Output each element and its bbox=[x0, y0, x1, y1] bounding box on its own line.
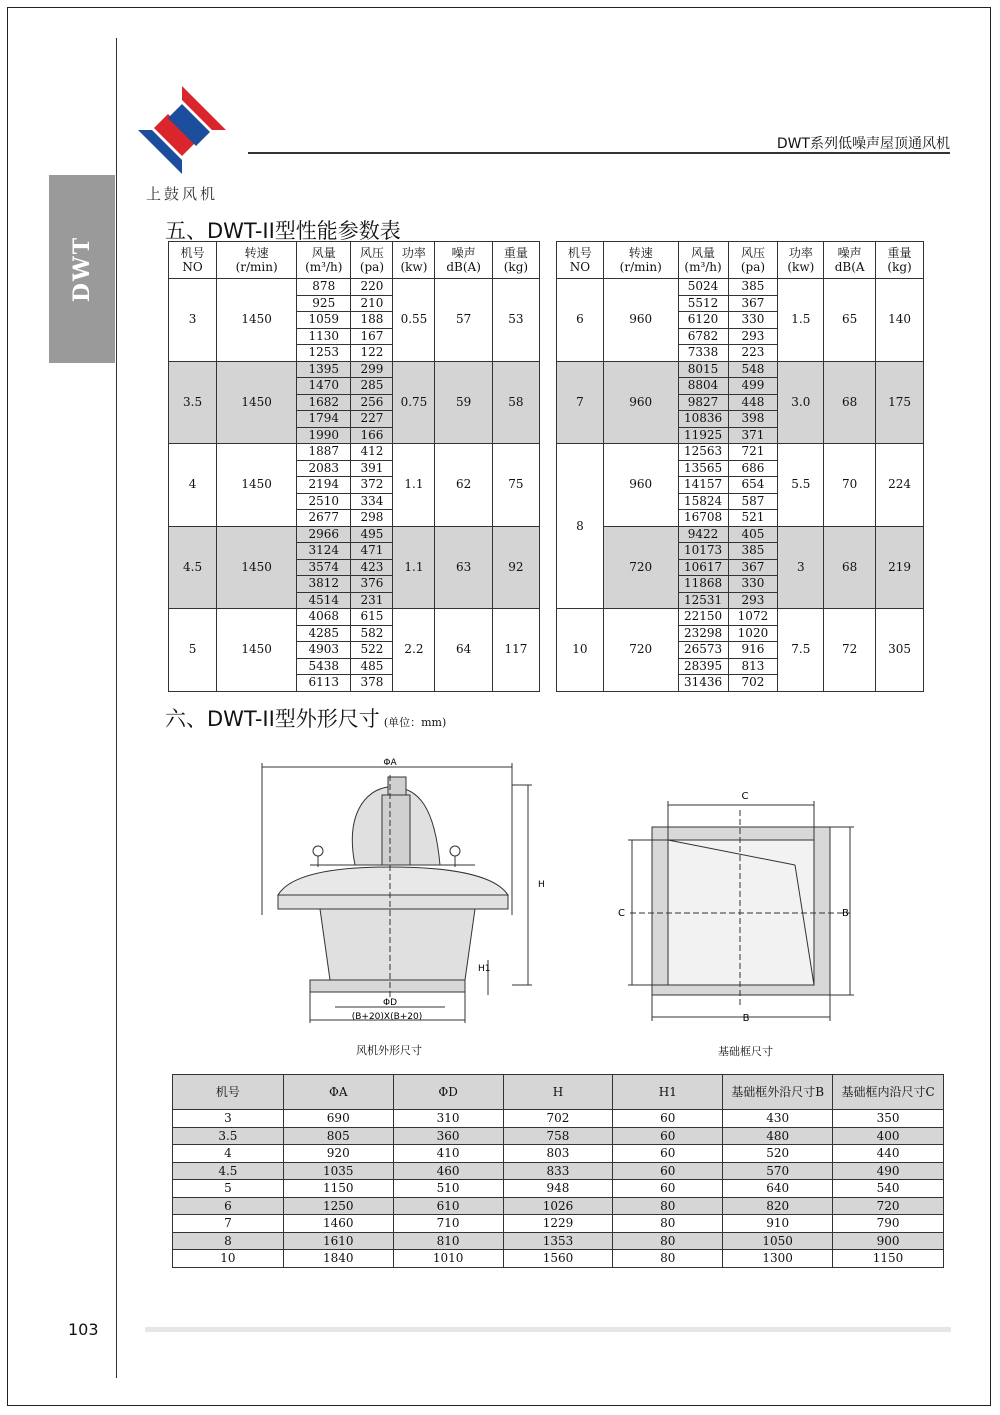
dim-cell: 410 bbox=[393, 1145, 503, 1163]
perf-cell: 371 bbox=[728, 427, 778, 444]
section5-title: 五、DWT-II型性能参数表 bbox=[165, 219, 401, 243]
dim-cell: 6 bbox=[173, 1197, 284, 1215]
col-press: 风压 (pa) bbox=[351, 242, 393, 279]
perf-cell: 11868 bbox=[678, 576, 728, 593]
col-noise: 噪声 dB(A bbox=[824, 242, 876, 279]
perf-cell: 7338 bbox=[678, 345, 728, 362]
dim-cell: 690 bbox=[283, 1110, 393, 1128]
perf-cell: 448 bbox=[728, 394, 778, 411]
perf-cell: 1450 bbox=[217, 526, 297, 609]
perf-cell: 256 bbox=[351, 394, 393, 411]
perf-cell: 5 bbox=[169, 609, 217, 692]
perf-cell: 6 bbox=[557, 279, 604, 362]
perf-cell: 1395 bbox=[297, 361, 351, 378]
company-logo bbox=[134, 82, 230, 178]
dim-cell: 10 bbox=[173, 1250, 284, 1268]
perf-cell: 3574 bbox=[297, 559, 351, 576]
dim-cell: 3.5 bbox=[173, 1127, 284, 1145]
dim-header: H1 bbox=[613, 1075, 723, 1110]
perf-cell: 6113 bbox=[297, 675, 351, 692]
dim-cell: 60 bbox=[613, 1180, 723, 1198]
perf-cell: 231 bbox=[351, 592, 393, 609]
dim-cell: 803 bbox=[503, 1145, 613, 1163]
dim-row bbox=[173, 1250, 944, 1268]
label-D: ΦD bbox=[382, 998, 398, 1008]
dim-row bbox=[173, 1162, 944, 1180]
label-A: ΦA bbox=[383, 758, 397, 768]
perf-cell: 75 bbox=[492, 444, 539, 527]
perf-cell: 9827 bbox=[678, 394, 728, 411]
dim-cell: 490 bbox=[833, 1162, 944, 1180]
perf-cell: 1.1 bbox=[393, 526, 435, 609]
dim-cell: 1010 bbox=[393, 1250, 503, 1268]
perf-cell: 70 bbox=[824, 444, 876, 527]
page-number: 103 bbox=[68, 1320, 99, 1339]
dim-header: ΦD bbox=[393, 1075, 503, 1110]
dim-header: ΦA bbox=[283, 1075, 393, 1110]
perf-cell: 1130 bbox=[297, 328, 351, 345]
perf-cell: 654 bbox=[728, 477, 778, 494]
perf-cell: 2677 bbox=[297, 510, 351, 527]
foundation-frame-drawing bbox=[610, 785, 860, 1030]
dim-cell: 1840 bbox=[283, 1250, 393, 1268]
perf-cell: 8015 bbox=[678, 361, 728, 378]
dim-cell: 910 bbox=[723, 1215, 833, 1233]
col-press: 风压 (pa) bbox=[728, 242, 778, 279]
label-B-right: B bbox=[842, 908, 849, 919]
col-no: 机号 NO bbox=[557, 242, 604, 279]
perf-row bbox=[169, 526, 540, 543]
perf-cell: 916 bbox=[728, 642, 778, 659]
dim-cell: 540 bbox=[833, 1180, 944, 1198]
perf-cell: 10836 bbox=[678, 411, 728, 428]
dim-cell: 833 bbox=[503, 1162, 613, 1180]
col-speed: 转速 (r/min) bbox=[217, 242, 297, 279]
dim-cell: 610 bbox=[393, 1197, 503, 1215]
perf-cell: 92 bbox=[492, 526, 539, 609]
perf-cell: 227 bbox=[351, 411, 393, 428]
perf-cell: 372 bbox=[351, 477, 393, 494]
perf-cell: 5512 bbox=[678, 295, 728, 312]
perf-cell: 122 bbox=[351, 345, 393, 362]
perf-cell: 398 bbox=[728, 411, 778, 428]
perf-cell: 305 bbox=[876, 609, 924, 692]
perf-row bbox=[557, 444, 924, 461]
side-tab: DWT bbox=[49, 175, 115, 363]
perf-cell: 298 bbox=[351, 510, 393, 527]
perf-cell: 1072 bbox=[728, 609, 778, 626]
dim-cell: 1035 bbox=[283, 1162, 393, 1180]
perf-cell: 4285 bbox=[297, 625, 351, 642]
perf-row bbox=[169, 609, 540, 626]
perf-cell: 925 bbox=[297, 295, 351, 312]
dim-cell: 60 bbox=[613, 1145, 723, 1163]
perf-cell: 4 bbox=[169, 444, 217, 527]
caption-fan: 风机外形尺寸 bbox=[356, 1044, 422, 1057]
dim-row bbox=[173, 1232, 944, 1250]
perf-cell: 1887 bbox=[297, 444, 351, 461]
perf-cell: 721 bbox=[728, 444, 778, 461]
perf-cell: 210 bbox=[351, 295, 393, 312]
perf-cell: 4903 bbox=[297, 642, 351, 659]
dim-cell: 805 bbox=[283, 1127, 393, 1145]
perf-row bbox=[557, 526, 924, 543]
perf-cell: 960 bbox=[603, 279, 678, 362]
col-power: 功率 (kw) bbox=[778, 242, 824, 279]
perf-cell: 2966 bbox=[297, 526, 351, 543]
perf-cell: 960 bbox=[603, 444, 678, 527]
perf-cell: 62 bbox=[435, 444, 492, 527]
dim-cell: 480 bbox=[723, 1127, 833, 1145]
perf-cell: 330 bbox=[728, 576, 778, 593]
dim-cell: 702 bbox=[503, 1110, 613, 1128]
perf-cell: 367 bbox=[728, 295, 778, 312]
perf-cell: 12563 bbox=[678, 444, 728, 461]
perf-cell: 7 bbox=[557, 361, 604, 444]
perf-cell: 6120 bbox=[678, 312, 728, 329]
perf-cell: 720 bbox=[603, 526, 678, 609]
perf-cell: 188 bbox=[351, 312, 393, 329]
perf-cell: 813 bbox=[728, 658, 778, 675]
perf-cell: 166 bbox=[351, 427, 393, 444]
dim-cell: 4 bbox=[173, 1145, 284, 1163]
perf-cell: 285 bbox=[351, 378, 393, 395]
perf-cell: 1794 bbox=[297, 411, 351, 428]
dim-cell: 1300 bbox=[723, 1250, 833, 1268]
dim-cell: 720 bbox=[833, 1197, 944, 1215]
dim-header: H bbox=[503, 1075, 613, 1110]
perf-cell: 1.1 bbox=[393, 444, 435, 527]
dim-cell: 80 bbox=[613, 1232, 723, 1250]
perf-cell: 521 bbox=[728, 510, 778, 527]
perf-cell: 471 bbox=[351, 543, 393, 560]
perf-cell: 1020 bbox=[728, 625, 778, 642]
col-speed: 转速 (r/min) bbox=[603, 242, 678, 279]
perf-cell: 4068 bbox=[297, 609, 351, 626]
perf-cell: 8 bbox=[557, 444, 604, 609]
margin-rule bbox=[116, 38, 117, 1378]
perf-cell: 0.55 bbox=[393, 279, 435, 362]
perf-cell: 7.5 bbox=[778, 609, 824, 692]
label-C-left: C bbox=[618, 908, 625, 919]
fan-outline-drawing bbox=[250, 755, 550, 1030]
perf-cell: 5024 bbox=[678, 279, 728, 296]
dim-cell: 640 bbox=[723, 1180, 833, 1198]
dim-cell: 350 bbox=[833, 1110, 944, 1128]
perf-cell: 26573 bbox=[678, 642, 728, 659]
col-noise: 噪声 dB(A) bbox=[435, 242, 492, 279]
perf-cell: 13565 bbox=[678, 460, 728, 477]
header-title: DWT系列低噪声屋顶通风机 bbox=[776, 136, 950, 152]
perf-cell: 720 bbox=[603, 609, 678, 692]
perf-cell: 12531 bbox=[678, 592, 728, 609]
perf-cell: 16708 bbox=[678, 510, 728, 527]
perf-cell: 57 bbox=[435, 279, 492, 362]
dim-header: 机号 bbox=[173, 1075, 284, 1110]
perf-cell: 0.75 bbox=[393, 361, 435, 444]
dim-cell: 1250 bbox=[283, 1197, 393, 1215]
dim-cell: 60 bbox=[613, 1127, 723, 1145]
perf-row bbox=[169, 361, 540, 378]
dim-cell: 810 bbox=[393, 1232, 503, 1250]
perf-row bbox=[557, 609, 924, 626]
perf-cell: 167 bbox=[351, 328, 393, 345]
label-H: H bbox=[538, 880, 545, 890]
perf-cell: 1450 bbox=[217, 444, 297, 527]
dim-cell: 430 bbox=[723, 1110, 833, 1128]
perf-cell: 53 bbox=[492, 279, 539, 362]
dim-cell: 1150 bbox=[833, 1250, 944, 1268]
dim-cell: 1050 bbox=[723, 1232, 833, 1250]
dim-cell: 570 bbox=[723, 1162, 833, 1180]
perf-cell: 1450 bbox=[217, 361, 297, 444]
dim-cell: 790 bbox=[833, 1215, 944, 1233]
perf-cell: 686 bbox=[728, 460, 778, 477]
perf-cell: 293 bbox=[728, 592, 778, 609]
perf-cell: 878 bbox=[297, 279, 351, 296]
label-B-bottom: B bbox=[742, 1013, 750, 1024]
perf-cell: 1253 bbox=[297, 345, 351, 362]
perf-row bbox=[169, 279, 540, 296]
dim-cell: 510 bbox=[393, 1180, 503, 1198]
dim-cell: 520 bbox=[723, 1145, 833, 1163]
label-H1: H1 bbox=[478, 964, 491, 974]
dim-cell: 1610 bbox=[283, 1232, 393, 1250]
dim-header: 基础框内沿尺寸C bbox=[833, 1075, 944, 1110]
dim-row bbox=[173, 1127, 944, 1145]
dim-cell: 400 bbox=[833, 1127, 944, 1145]
perf-cell: 3 bbox=[169, 279, 217, 362]
dim-cell: 360 bbox=[393, 1127, 503, 1145]
dim-cell: 900 bbox=[833, 1232, 944, 1250]
col-power: 功率 (kw) bbox=[393, 242, 435, 279]
perf-cell: 5438 bbox=[297, 658, 351, 675]
dim-cell: 80 bbox=[613, 1215, 723, 1233]
perf-cell: 412 bbox=[351, 444, 393, 461]
perf-cell: 140 bbox=[876, 279, 924, 362]
perf-cell: 960 bbox=[603, 361, 678, 444]
perf-cell: 1470 bbox=[297, 378, 351, 395]
perf-cell: 64 bbox=[435, 609, 492, 692]
dim-header: 基础框外沿尺寸B bbox=[723, 1075, 833, 1110]
perf-cell: 1450 bbox=[217, 609, 297, 692]
perf-cell: 3 bbox=[778, 526, 824, 609]
perf-cell: 582 bbox=[351, 625, 393, 642]
col-weight: 重量 (kg) bbox=[876, 242, 924, 279]
dim-cell: 1560 bbox=[503, 1250, 613, 1268]
perf-cell: 23298 bbox=[678, 625, 728, 642]
dim-cell: 4.5 bbox=[173, 1162, 284, 1180]
header-rule bbox=[248, 152, 950, 154]
perf-cell: 405 bbox=[728, 526, 778, 543]
perf-cell: 1059 bbox=[297, 312, 351, 329]
perf-cell: 293 bbox=[728, 328, 778, 345]
perf-cell: 376 bbox=[351, 576, 393, 593]
dim-cell: 5 bbox=[173, 1180, 284, 1198]
dim-cell: 820 bbox=[723, 1197, 833, 1215]
dim-row bbox=[173, 1197, 944, 1215]
col-weight: 重量 (kg) bbox=[492, 242, 539, 279]
perf-cell: 587 bbox=[728, 493, 778, 510]
caption-frame: 基础框尺寸 bbox=[718, 1045, 773, 1058]
perf-row bbox=[557, 361, 924, 378]
perf-cell: 65 bbox=[824, 279, 876, 362]
perf-cell: 223 bbox=[728, 345, 778, 362]
perf-cell: 702 bbox=[728, 675, 778, 692]
perf-cell: 495 bbox=[351, 526, 393, 543]
perf-cell: 63 bbox=[435, 526, 492, 609]
dim-row bbox=[173, 1215, 944, 1233]
perf-table-right bbox=[556, 241, 924, 692]
perf-cell: 219 bbox=[876, 526, 924, 609]
perf-cell: 548 bbox=[728, 361, 778, 378]
perf-cell: 334 bbox=[351, 493, 393, 510]
perf-cell: 385 bbox=[728, 543, 778, 560]
logo-text: 上鼓风机 bbox=[146, 185, 219, 203]
perf-cell: 72 bbox=[824, 609, 876, 692]
perf-row bbox=[169, 444, 540, 461]
dim-cell: 8 bbox=[173, 1232, 284, 1250]
dim-cell: 60 bbox=[613, 1110, 723, 1128]
perf-cell: 3.0 bbox=[778, 361, 824, 444]
footer-bar bbox=[145, 1327, 951, 1332]
perf-cell: 485 bbox=[351, 658, 393, 675]
dim-cell: 948 bbox=[503, 1180, 613, 1198]
perf-cell: 1450 bbox=[217, 279, 297, 362]
perf-cell: 3812 bbox=[297, 576, 351, 593]
dim-row bbox=[173, 1110, 944, 1128]
dim-cell: 440 bbox=[833, 1145, 944, 1163]
perf-cell: 423 bbox=[351, 559, 393, 576]
perf-cell: 385 bbox=[728, 279, 778, 296]
dim-row bbox=[173, 1180, 944, 1198]
perf-cell: 59 bbox=[435, 361, 492, 444]
perf-cell: 499 bbox=[728, 378, 778, 395]
dim-cell: 7 bbox=[173, 1215, 284, 1233]
perf-cell: 68 bbox=[824, 526, 876, 609]
perf-cell: 220 bbox=[351, 279, 393, 296]
perf-cell: 22150 bbox=[678, 609, 728, 626]
perf-cell: 31436 bbox=[678, 675, 728, 692]
col-no: 机号 NO bbox=[169, 242, 217, 279]
dim-cell: 3 bbox=[173, 1110, 284, 1128]
label-BB: (B+20)X(B+20) bbox=[351, 1012, 423, 1022]
perf-cell: 5.5 bbox=[778, 444, 824, 527]
dimension-table bbox=[172, 1074, 944, 1268]
perf-cell: 58 bbox=[492, 361, 539, 444]
perf-cell: 2510 bbox=[297, 493, 351, 510]
perf-cell: 15824 bbox=[678, 493, 728, 510]
perf-cell: 1.5 bbox=[778, 279, 824, 362]
perf-cell: 367 bbox=[728, 559, 778, 576]
perf-cell: 14157 bbox=[678, 477, 728, 494]
dim-cell: 310 bbox=[393, 1110, 503, 1128]
dim-cell: 1460 bbox=[283, 1215, 393, 1233]
section6-title: 六、DWT-II型外形尺寸 (单位：mm) bbox=[165, 707, 447, 731]
perf-cell: 378 bbox=[351, 675, 393, 692]
col-flow: 风量 (m³/h) bbox=[297, 242, 351, 279]
perf-cell: 391 bbox=[351, 460, 393, 477]
perf-cell: 4514 bbox=[297, 592, 351, 609]
dim-row bbox=[173, 1145, 944, 1163]
perf-cell: 224 bbox=[876, 444, 924, 527]
dim-cell: 710 bbox=[393, 1215, 503, 1233]
perf-table-left bbox=[168, 241, 540, 692]
perf-cell: 522 bbox=[351, 642, 393, 659]
dim-cell: 1353 bbox=[503, 1232, 613, 1250]
perf-cell: 299 bbox=[351, 361, 393, 378]
dim-cell: 1150 bbox=[283, 1180, 393, 1198]
dim-cell: 80 bbox=[613, 1197, 723, 1215]
perf-cell: 330 bbox=[728, 312, 778, 329]
perf-cell: 2083 bbox=[297, 460, 351, 477]
perf-cell: 6782 bbox=[678, 328, 728, 345]
dim-cell: 460 bbox=[393, 1162, 503, 1180]
perf-cell: 10173 bbox=[678, 543, 728, 560]
perf-cell: 9422 bbox=[678, 526, 728, 543]
perf-cell: 28395 bbox=[678, 658, 728, 675]
perf-cell: 10617 bbox=[678, 559, 728, 576]
perf-cell: 615 bbox=[351, 609, 393, 626]
dim-cell: 60 bbox=[613, 1162, 723, 1180]
col-flow: 风量 (m³/h) bbox=[678, 242, 728, 279]
dim-cell: 758 bbox=[503, 1127, 613, 1145]
perf-cell: 10 bbox=[557, 609, 604, 692]
dim-cell: 80 bbox=[613, 1250, 723, 1268]
perf-cell: 68 bbox=[824, 361, 876, 444]
perf-cell: 1990 bbox=[297, 427, 351, 444]
perf-cell: 2194 bbox=[297, 477, 351, 494]
perf-cell: 3124 bbox=[297, 543, 351, 560]
perf-row bbox=[557, 279, 924, 296]
perf-cell: 175 bbox=[876, 361, 924, 444]
dim-cell: 1026 bbox=[503, 1197, 613, 1215]
label-C-top: C bbox=[741, 791, 749, 802]
dim-cell: 920 bbox=[283, 1145, 393, 1163]
perf-cell: 3.5 bbox=[169, 361, 217, 444]
perf-cell: 4.5 bbox=[169, 526, 217, 609]
perf-cell: 117 bbox=[492, 609, 539, 692]
perf-cell: 1682 bbox=[297, 394, 351, 411]
perf-cell: 8804 bbox=[678, 378, 728, 395]
perf-cell: 11925 bbox=[678, 427, 728, 444]
perf-cell: 2.2 bbox=[393, 609, 435, 692]
dim-cell: 1229 bbox=[503, 1215, 613, 1233]
